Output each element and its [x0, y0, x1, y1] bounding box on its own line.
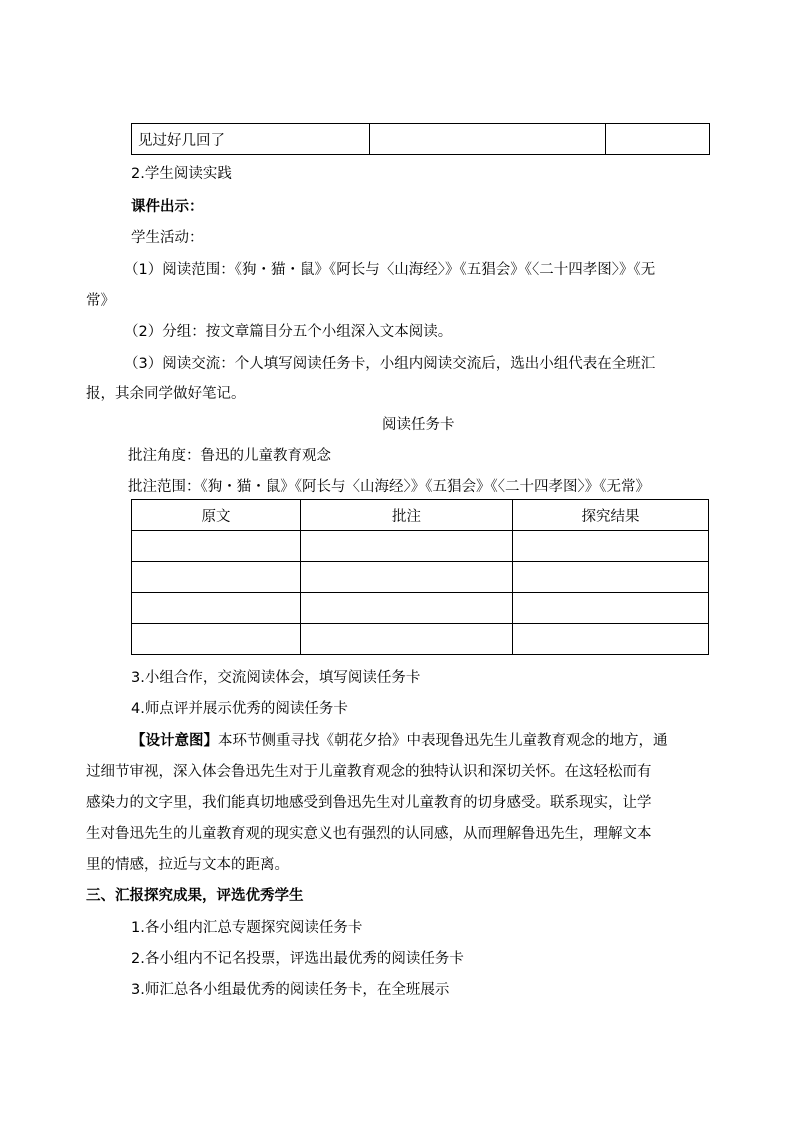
paragraph-1a: （1）阅读范围：《狗・猫・鼠》《阿长与〈山海经〉》《五猖会》《〈二十四孝图〉》《无: [124, 262, 656, 278]
table-row: [132, 593, 709, 624]
section-3-item-2: 2.各小组内不记名投票，评选出最优秀的阅读任务卡: [131, 951, 464, 967]
card-scope: 批注范围：《狗・猫・鼠》《阿长与〈山海经〉》《五猖会》《〈二十四孝图〉》《无常》: [128, 479, 650, 495]
design-line-4: 生对鲁迅先生的儿童教育观的现实意义也有强烈的认同感，从而理解鲁迅先生，理解文本: [86, 826, 652, 842]
table-row: [132, 124, 710, 155]
section-3-item-3: 3.师汇总各小组最优秀的阅读任务卡，在全班展示: [131, 982, 450, 998]
courseware-label: 课件出示：: [131, 199, 204, 215]
table-cell: [513, 624, 709, 655]
table-row: [132, 624, 709, 655]
task-card-table: [131, 499, 709, 655]
step-4: 4.师点评并展示优秀的阅读任务卡: [131, 701, 348, 717]
table-cell: [301, 593, 513, 624]
table-cell: [132, 593, 301, 624]
section-3-heading: 三、汇报探究成果，评选优秀学生: [86, 888, 304, 904]
table-row: [132, 531, 709, 562]
item-2: 2.学生阅读实践: [131, 166, 232, 182]
paragraph-3a: （3）阅读交流：个人填写阅读任务卡，小组内阅读交流后，选出小组代表在全班汇: [124, 356, 656, 372]
table-cell: [513, 531, 709, 562]
activity-label: 学生活动：: [131, 230, 204, 246]
table-cell: [301, 531, 513, 562]
table-cell: [132, 562, 301, 593]
table-cell: [132, 624, 301, 655]
table-cell: [370, 124, 606, 155]
top-table: [131, 123, 710, 155]
design-line-3: 感染力的文字里，我们能真切地感受到鲁迅先生对儿童教育的切身感受。联系现实，让学: [86, 795, 652, 811]
design-line-5: 里的情感，拉近与文本的距离。: [86, 857, 289, 873]
table-row: [132, 562, 709, 593]
card-angle: 批注角度：鲁迅的儿童教育观念: [128, 448, 331, 464]
header-original: 原文: [132, 500, 301, 531]
header-annotation: 批注: [301, 500, 513, 531]
table-cell: [132, 531, 301, 562]
design-label: 【设计意图】: [131, 733, 218, 749]
table-header-row: [132, 500, 709, 531]
card-title: 阅读任务卡: [382, 417, 455, 433]
table-cell: [606, 124, 710, 155]
paragraph-3b: 报，其余同学做好笔记。: [86, 386, 246, 402]
header-result: 探究结果: [513, 500, 709, 531]
table-cell: 见过好几回了: [132, 124, 370, 155]
design-line-2: 过细节审视，深入体会鲁迅先生对于儿童教育观念的独特认识和深切关怀。在这轻松而有: [86, 764, 652, 780]
step-3: 3.小组合作，交流阅读体会，填写阅读任务卡: [131, 670, 421, 686]
design-text: 本环节侧重寻找《朝花夕拾》中表现鲁迅先生儿童教育观念的地方，通: [218, 733, 668, 749]
table-cell: [513, 562, 709, 593]
section-3-item-1: 1.各小组内汇总专题探究阅读任务卡: [131, 920, 363, 936]
table-cell: [301, 624, 513, 655]
paragraph-2: （2）分组：按文章篇目分五个小组深入文本阅读。: [124, 324, 453, 340]
design-line-1: [131, 729, 668, 750]
table-cell: [513, 593, 709, 624]
paragraph-1b: 常》: [86, 293, 115, 309]
table-cell: [301, 562, 513, 593]
